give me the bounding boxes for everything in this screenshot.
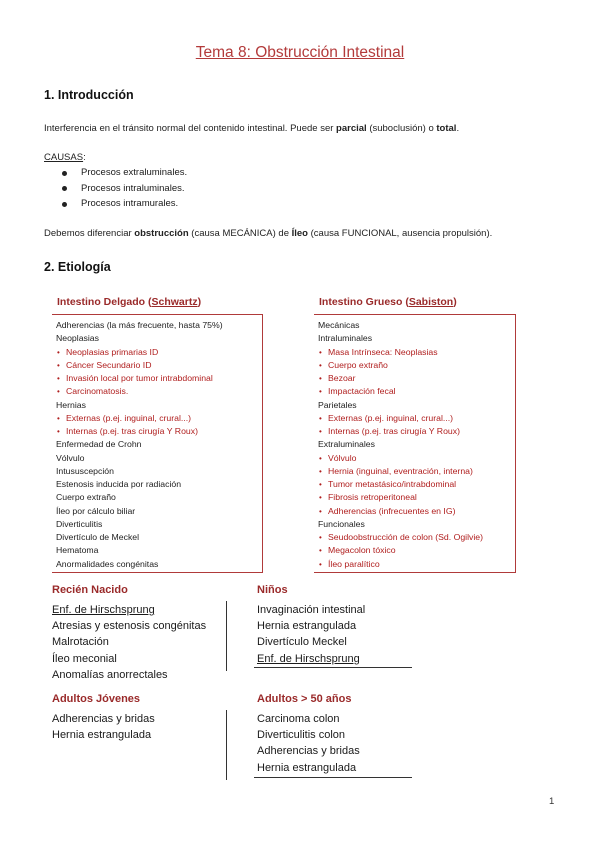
table-row: • Invasión local por tumor intrabdominal (56, 372, 223, 385)
table-row: Vólvulo (56, 452, 85, 463)
list-item: Hernia estrangulada (257, 761, 357, 774)
table-row: Adherencias (la más frecuente, hasta 75%) (56, 320, 223, 330)
table-row: • Íleo paralítico (318, 558, 483, 571)
list-item: Divertículo Meckel (257, 636, 347, 649)
section-heading-introduction: 1. Introducción (44, 88, 134, 102)
table-row: Divertículo de Meckel (56, 532, 140, 542)
children-list (257, 602, 365, 667)
page-title: Tema 8: Obstrucción Intestinal (195, 44, 405, 61)
table-row: Extraluminales (318, 439, 375, 450)
diff-text-3: (causa FUNCIONAL, ausencia propulsión). (308, 228, 493, 239)
table-row: • Internas (p.ej. tras cirugía Y Roux) (56, 425, 223, 438)
table-row: • Cuerpo extraño (318, 359, 483, 372)
intro-bold-total: total (436, 123, 457, 134)
table-row: Intususcepción (56, 465, 114, 476)
large-intestine-table (314, 314, 516, 573)
young-adults-title: Adultos Jóvenes (52, 693, 141, 705)
diff-text-1: Debemos diferenciar (44, 228, 135, 239)
table-row: Mecánicas (318, 320, 360, 330)
table-row: • Internas (p.ej. tras cirugía Y Roux) (318, 425, 483, 438)
table-row: • Masa Intrínseca: Neoplasias (318, 346, 483, 359)
causes-label: CAUSAS (44, 152, 84, 163)
older-adults-divider (226, 710, 227, 780)
list-item: Invaginación intestinal (257, 604, 366, 616)
table-row: • Tumor metastásico/intrabdominal (318, 478, 483, 491)
newborn-item-hirschsprung: Enf. de Hirschsprung (52, 604, 155, 616)
table-row: Hernias (56, 399, 86, 410)
list-item (52, 602, 206, 618)
table-row: • Externas (p.ej. inguinal, crural...) (318, 412, 483, 425)
table-row: Diverticulitis (56, 518, 103, 529)
table-row: • Externas (p.ej. inguinal, crural...) (56, 412, 223, 425)
table-row: • Seudoobstrucción de colon (Sd. Ogilvie) (318, 531, 483, 544)
table-row: • Cáncer Secundario ID (56, 359, 223, 372)
intro-bold-partial: parcial (336, 123, 367, 134)
children-divider (226, 601, 227, 671)
si-title-pre: Intestino Delgado ( (57, 296, 152, 308)
list-item: Malrotación (52, 636, 109, 649)
diff-bold-obstruccion: obstrucción (134, 228, 189, 239)
list-item: Procesos intraluminales. (81, 181, 187, 197)
causes-label-line (44, 152, 86, 163)
causes-list (81, 165, 187, 212)
children-title: Niños (257, 584, 288, 596)
causes-colon: : (83, 152, 86, 163)
table-row: Estenosis inducida por radiación (56, 479, 182, 489)
li-title-source: Sabiston (408, 296, 454, 308)
page-number: 1 (549, 796, 555, 807)
table-row: • Neoplasias primarias ID (56, 346, 223, 359)
table-row: • Fibrosis retroperitoneal (318, 491, 483, 504)
list-item: Diverticulitis colon (257, 729, 346, 742)
large-intestine-title (319, 296, 457, 308)
table-row: Intraluminales (318, 333, 373, 344)
diff-text-2: (causa MECÁNICA) de (188, 228, 292, 239)
table-row: • Bezoar (318, 372, 483, 385)
section-heading-etiology: 2. Etiología (44, 260, 111, 274)
si-title-source: Schwartz (151, 296, 198, 308)
differentiation-paragraph (44, 228, 492, 239)
small-intestine-rows (56, 319, 223, 571)
table-row: Parietales (318, 399, 357, 410)
table-row: Íleo por cálculo biliar (56, 505, 136, 516)
li-title-post: ) (453, 296, 457, 308)
table-row: • Carcinomatosis. (56, 385, 223, 398)
list-item: Íleo meconial (52, 652, 117, 665)
older-adults-list (257, 711, 360, 776)
table-row: Neoplasias (56, 333, 99, 344)
intro-text-1: Interferencia en el tránsito normal del contenido intestinal. Puede ser (44, 123, 337, 134)
table-row: Funcionales (318, 518, 365, 529)
table-row: • Megacolon tóxico (318, 544, 483, 557)
small-intestine-table (52, 314, 263, 573)
list-item: Hernia estrangulada (52, 729, 152, 742)
list-item: Procesos extraluminales. (81, 165, 187, 181)
diff-bold-ileo: Íleo (291, 228, 308, 239)
list-item: Adherencias y bridas (52, 713, 155, 725)
table-row: Enfermedad de Crohn (56, 439, 142, 450)
table-row: • Impactación fecal (318, 385, 483, 398)
si-title-post: ) (197, 296, 202, 308)
list-item (257, 651, 365, 667)
list-item: Anomalías anorrectales (52, 668, 168, 681)
list-item: Carcinoma colon (257, 713, 340, 725)
young-adults-list (52, 711, 155, 743)
newborn-list (52, 602, 206, 683)
list-item: Atresias y estenosis congénitas (52, 620, 207, 633)
table-row: Hematoma (56, 545, 99, 556)
intro-text-2: (suboclusión) o (366, 123, 437, 134)
list-item: Procesos intramurales. (81, 196, 187, 212)
table-row: Cuerpo extraño (56, 492, 116, 503)
intro-text-3: . (456, 123, 460, 134)
large-intestine-rows (318, 319, 483, 571)
small-intestine-title (57, 296, 201, 308)
children-item-hirschsprung: Enf. de Hirschsprung (257, 652, 360, 665)
table-row: • Adherencias (infrecuentes en IG) (318, 505, 483, 518)
older-adults-title: Adultos > 50 años (257, 693, 352, 705)
list-item: Hernia estrangulada (257, 620, 357, 633)
newborn-title: Recién Nacido (52, 584, 128, 596)
intro-paragraph (44, 123, 459, 134)
list-item: Adherencias y bridas (257, 745, 360, 758)
children-underline (254, 667, 412, 668)
table-row: • Hernia (inguinal, eventración, interna) (318, 465, 483, 478)
li-title-pre: Intestino Grueso ( (319, 296, 409, 308)
table-row: • Vólvulo (318, 452, 483, 465)
table-row: Anormalidades congénitas (56, 558, 159, 569)
older-adults-underline (254, 777, 412, 778)
